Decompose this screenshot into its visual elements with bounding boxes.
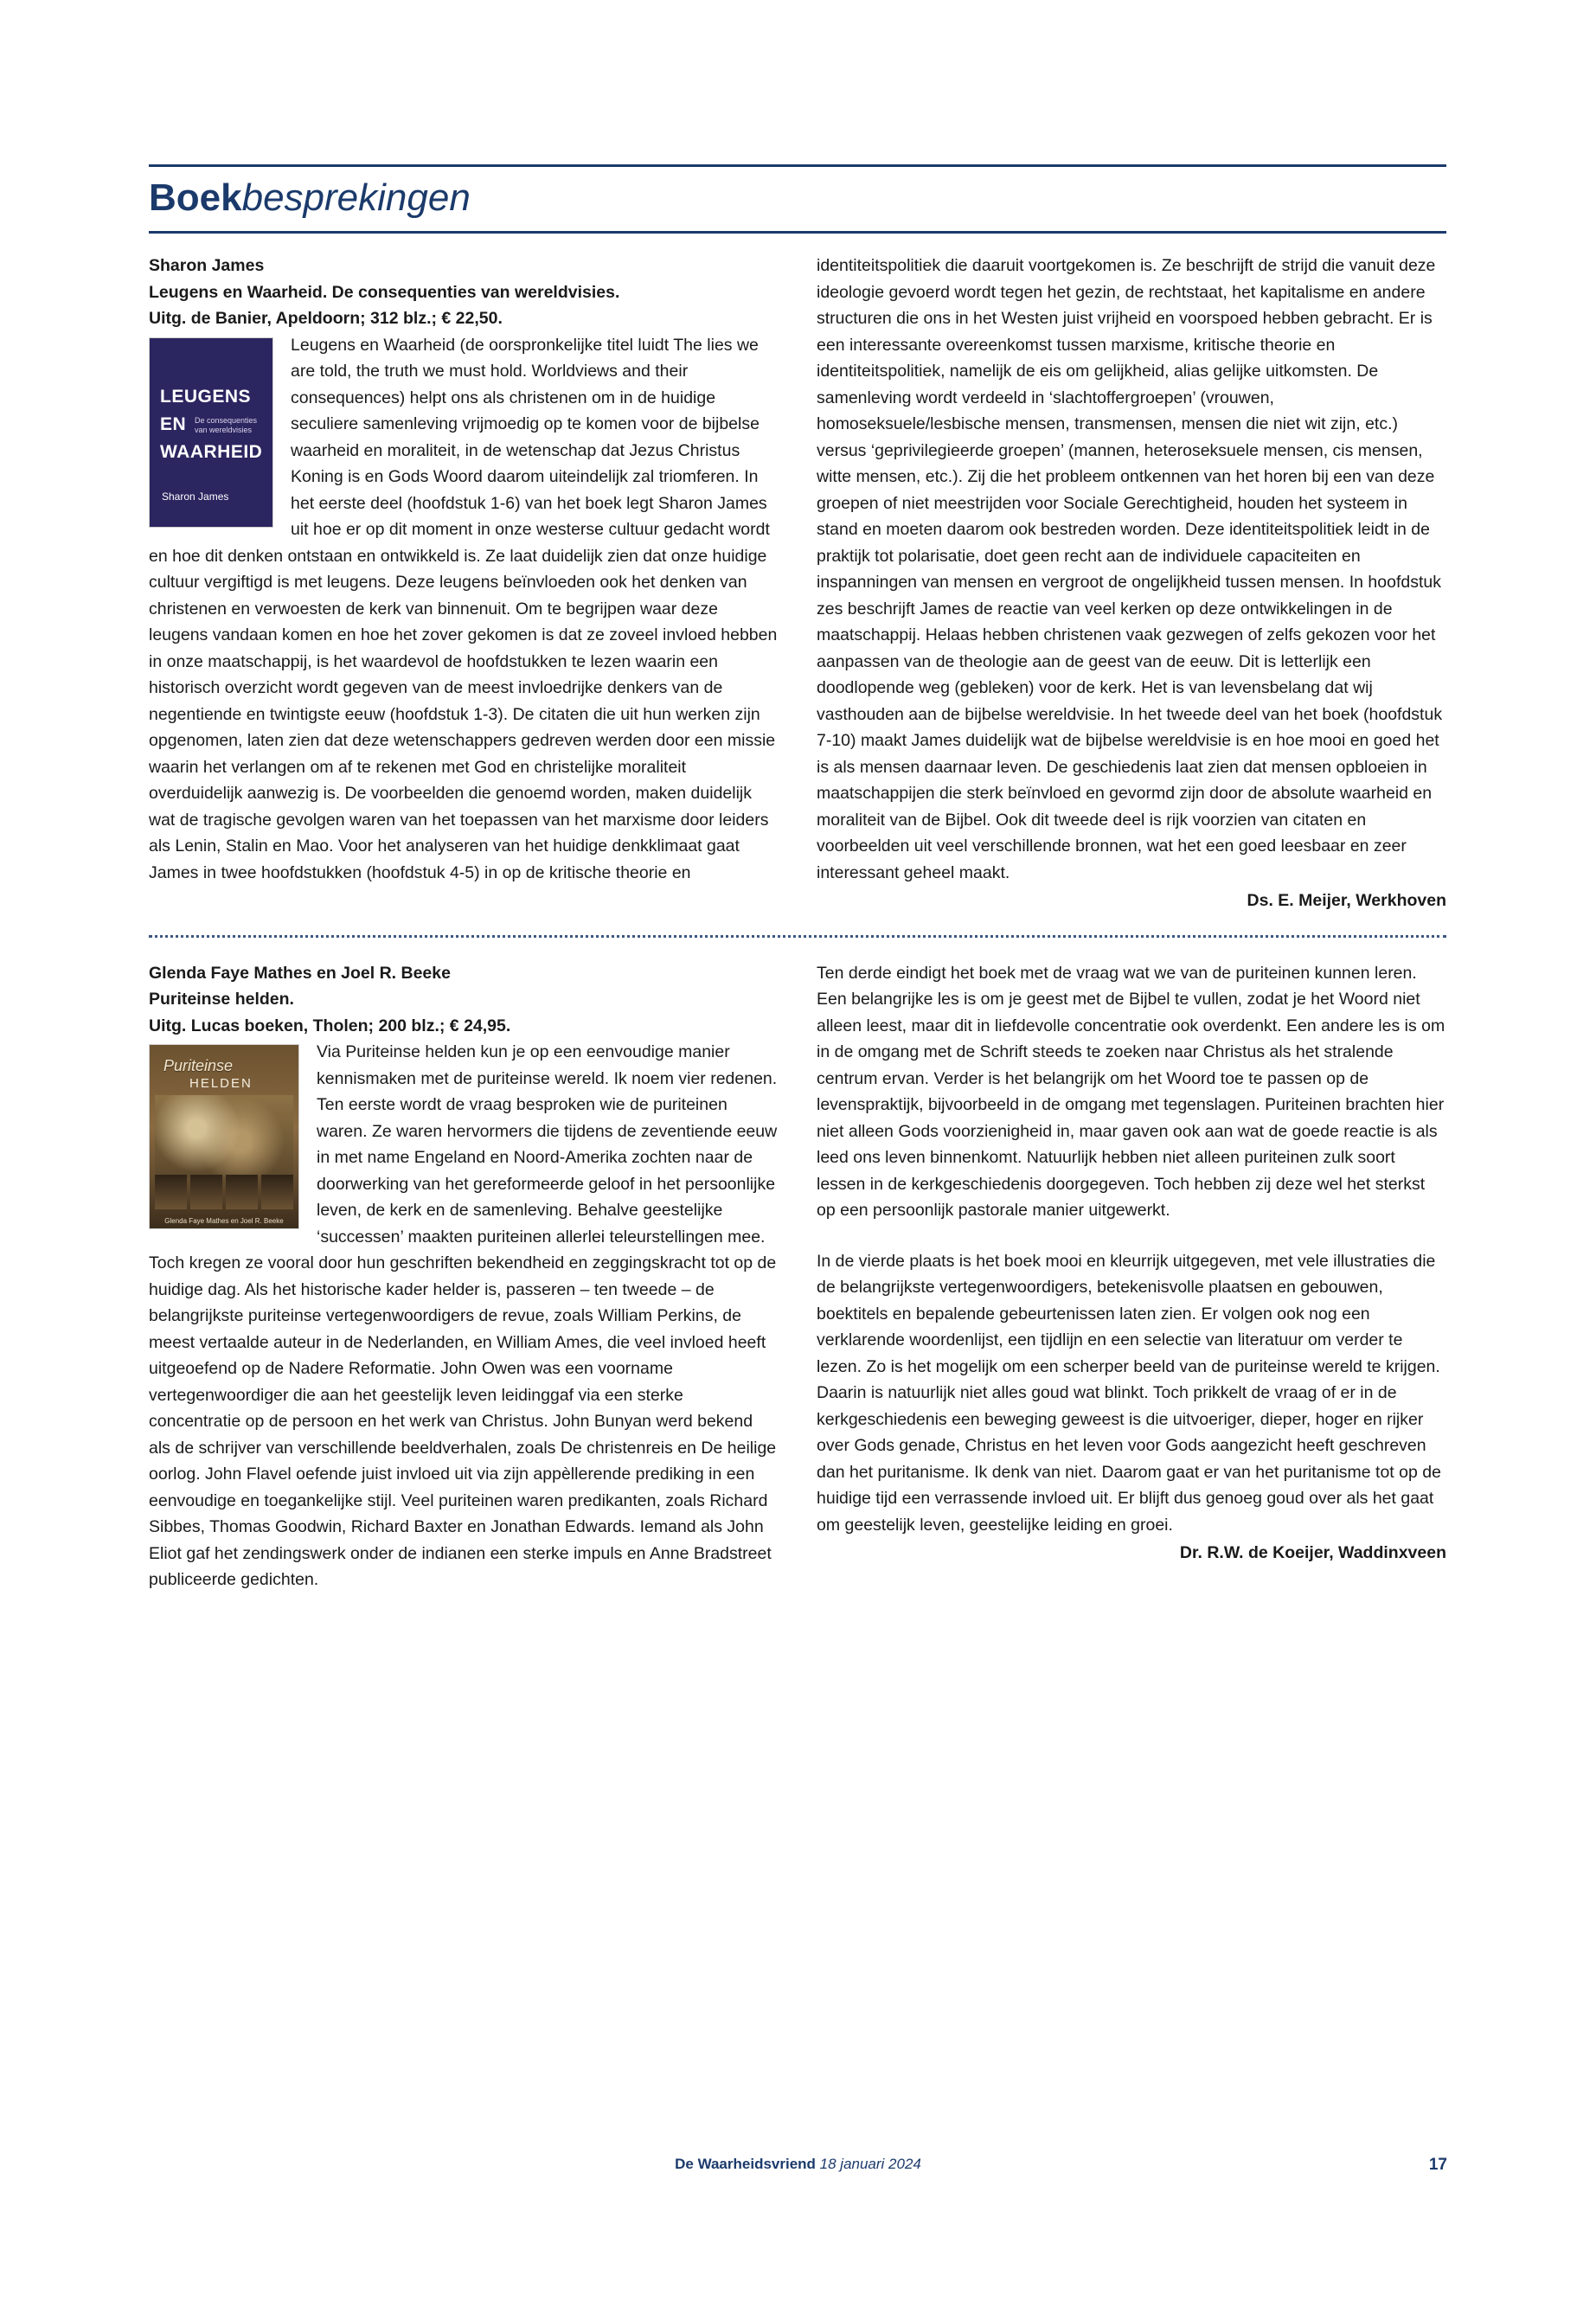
- cover-1-line3: WAARHEID: [160, 441, 263, 462]
- review-1-body-right: identiteitspolitiek die daaruit voortgekomen is. Ze beschrijft de strijd die vanuit deze ideologie gevoerd wordt tegen het gezin, de rechtstaat, het kapitalisme en andere structuren die ons in het Westen juist vrijheid en voorspoed hebben gebracht. Er is een interessante overeenkomst tussen marxisme, kritische theorie en identiteitspolitiek, namelijk de eis om gelijkheid, alias gelijke uitkomsten. De samenleving wordt verdeeld in ‘slachtoffergroepen’ (vrouwen, homoseksuele/lesbische mensen, transmensen, mensen die niet wit zijn, etc.) versus ‘geprivilegieerde groepen’ (mannen, heteroseksuele mensen, cis mensen, witte mensen, etc.). Zij die het probleem ontkennen van het horen bij een van deze groepen of niet meestrijden voor Sociale Gerechtigheid, houden het systeem in stand en moeten daarom ook bestreden worden. Deze identiteitspolitiek leidt in de praktijk tot polarisatie, doet geen recht aan de individuele capaciteiten en inspanningen van mensen en vergroot de ongelijkheid tussen mensen. In hoofdstuk zes beschrijft James de reactie van veel kerken op deze ontwikkelingen in de maatschappij. Helaas hebben christenen vaak gezwegen of zelfs gekozen voor het aanpassen van de theologie aan de geest van de eeuw. Dit is letterlijk een doodlopende weg (gebleken) voor de kerk. Het is van levensbelang dat wij vasthouden aan de bijbelse wereldvisie. In het tweede deel van het boek (hoofdstuk 7-10) maakt James duidelijk wat de bijbelse wereldvisie is en hoe mooi en goed het is als mensen daarnaar leven. De geschiedenis laat zien dat mensen opbloeien in maatschappijen die sterk beïnvloed en gevormd zijn door de absolute waarheid en moraliteit van de Bijbel. Ook dit tweede deel is rijk voorzien van citaten en voorbeelden uit veel verschillende bronnen, wat het een goed leesbaar en zeer interessant geheel maakt.: [817, 256, 1443, 882]
- page-content: [149, 164, 1446, 1593]
- review-2-body-left-wrap: [149, 1039, 779, 1593]
- cover-1-author: Sharon James: [162, 490, 229, 503]
- review-2-right-column: [817, 960, 1446, 1593]
- page-footer: [149, 2156, 1447, 2173]
- footer-date: 18 januari 2024: [819, 2156, 921, 2172]
- page-number: 17: [1428, 2156, 1447, 2174]
- review-1-left-column: [149, 253, 779, 914]
- review-2-author: Glenda Faye Mathes en Joel R. Beeke: [149, 963, 451, 983]
- review-2: [149, 960, 1446, 1593]
- review-2-publisher: Uitg. Lucas boeken, Tholen; 200 blz.; € 24,95.: [149, 1016, 511, 1035]
- cover-2-subtitle: HELDEN: [189, 1076, 253, 1091]
- masthead: [149, 164, 1446, 234]
- review-1-body-left: Leugens en Waarheid (de oorspronkelijke titel luidt The lies we are told, the truth we must hold. Worldviews and their consequences) helpt ons als christenen om in de huidige seculiere samenleving vrijmoedig op te komen voor de bijbelse waarheid en moraliteit, in de wetenschap dat Jezus Christus Koning is en Gods Woord daarom uiteindelijk zal triomferen. In het eerste deel (hoofdstuk 1-6) van het boek legt Sharon James uit hoe er op dit moment in onze westerse cultuur gedacht wordt en hoe dit denken ontstaan en ontwikkeld is. Ze laat duidelijk zien dat onze huidige cultuur vergiftigd is met leugens. Deze leugens beïnvloeden ook het denken van christenen en verwoesten de kerk van binnenuit. Om te begrijpen waar deze leugens vandaan komen en hoe het zover gekomen is dat ze zoveel invloed hebben in onze maatschappij, is het waardevol de hoofdstukken te lezen waarin een historisch overzicht wordt gegeven van de meest invloedrijke denkers van de negentiende en twintigste eeuw (hoofdstuk 1-3). De citaten die uit hun werken zijn opgenomen, laten zien dat deze wetenschappers gedreven werden door een missie waarin het verlangen om af te rekenen met God en christelijke moraliteit overduidelijk aanwezig is. De voorbeelden die genoemd worden, maken duidelijk wat de tragische gevolgen waren van het toepassen van het marxisme door leiders als Lenin, Stalin en Mao. Voor het analyseren van het huidige denkklimaat gaat James in twee hoofdstukken (hoofdstuk 4-5) in op de kritische theorie en: [149, 335, 778, 882]
- cover-2-portrait-strip: [155, 1175, 293, 1209]
- review-1-right-column: [817, 253, 1446, 914]
- review-2-title: Puriteinse helden.: [149, 990, 294, 1009]
- masthead-title-bold: Boek: [149, 176, 242, 219]
- cover-2-title: Puriteinse: [163, 1057, 234, 1074]
- review-2-left-column: [149, 960, 779, 1593]
- review-2-credit: Dr. R.W. de Koeijer, Waddinxveen: [1179, 1543, 1446, 1562]
- review-1-body-left-wrap: [149, 332, 779, 887]
- footer-publication-name: De Waarheidsvriend: [675, 2156, 816, 2172]
- paragraph-spacer: [817, 1224, 1446, 1248]
- book-cover-puriteinse-helden: [149, 1044, 299, 1229]
- review-1: [149, 253, 1446, 914]
- section-divider: [149, 935, 1446, 938]
- review-1-title: Leugens en Waarheid. De consequenties van wereldvisies.: [149, 282, 620, 302]
- page-title: [149, 176, 1446, 219]
- review-1-author: Sharon James: [149, 256, 265, 275]
- review-2-body-right-1: Ten derde eindigt het boek met de vraag wat we van de puriteinen kunnen leren. Een belangrijke les is om je geest met de Bijbel te vullen, zodat je het Woord niet alleen leest, maar dit in liefdevolle concentratie ook overdenkt. Een andere les is om in de omgang met de Schrift steeds te zoeken naar Christus als het stralende centrum ervan. Verder is het belangrijk om het Woord toe te passen op de levenspraktijk, bijvoorbeeld in de omgang met tegenslagen. Puriteinen brachten hier niet alleen Gods voorzienigheid in, maar gaven ook aan wat de goede reactie is als leed ons leven binnenkomt. Natuurlijk hebben niet alleen puriteinen zulk soort lessen in de kerkgeschiedenis doorgegeven. Toch hebben zij deze wel het sterkst op een persoonlijk pastorale manier uitgewerkt.: [817, 963, 1445, 1220]
- cover-1-line1: LEUGENS: [160, 386, 252, 407]
- review-2-body-left: Via Puriteinse helden kun je op een eenvoudige manier kennismaken met de puriteinse wereld. Ik noem vier redenen. Ten eerste wordt de vraag besproken wie de puriteinen waren. Ze waren hervormers die tijdens de zeventiende eeuw in met name Engeland en Noord-Amerika zochten naar de doorwerking van het gereformeerde geloof in het persoonlijke leven, de kerk en de samenleving. Behalve geestelijke ‘successen’ maakten puriteinen allerlei teleurstellingen mee. Toch kregen ze vooral door hun geschriften bekendheid en zeggingskracht tot op de huidige dag. Als het historische kader helder is, passeren – ten tweede – de belangrijkste puriteinse vertegenwoordigers de revue, zoals William Perkins, de meest vertaalde auteur in de Nederlanden, en William Ames, die veel invloed heeft uitgeoefend op de Nadere Reformatie. John Owen was een voorname vertegenwoordiger die aan het geestelijk leven leidinggaf via een sterke concentratie op de persoon en het werk van Christus. John Bunyan werd bekend als de schrijver van verschillende beeldverhalen, zoals De christenreis en De heilige oorlog. John Flavel oefende juist invloed uit via zijn appèllerende prediking in een eenvoudige en toegankelijke stijl. Veel puriteinen waren predikanten, zoals Richard Sibbes, Thomas Goodwin, Richard Baxter en Jonathan Edwards. Iemand als John Eliot gaf het zendingswerk onder de indianen een sterke impuls en Anne Bradstreet publiceerde gedichten.: [149, 1042, 778, 1589]
- review-1-publisher: Uitg. de Banier, Apeldoorn; 312 blz.; € 22,50.: [149, 309, 503, 328]
- cover-2-footer: Glenda Faye Mathes en Joel R. Beeke: [164, 1217, 284, 1225]
- cover-2-illustration: [155, 1095, 293, 1178]
- book-cover-leugens-en-waarheid: [149, 337, 273, 528]
- masthead-title-italic: besprekingen: [241, 176, 471, 219]
- cover-1-line2: EN: [160, 413, 187, 434]
- review-1-credit: Ds. E. Meijer, Werkhoven: [1247, 891, 1446, 910]
- footer-publication: [675, 2156, 921, 2173]
- review-2-body-right-2: In de vierde plaats is het boek mooi en kleurrijk uitgegeven, met vele illustraties die de belangrijkste vertegenwoordigers, betekenisvolle plaatsen en gebouwen, boektitels en bepalende gebeurtenissen laten zien. Er volgen ook nog een verklarende woordenlijst, een tijdlijn en een selectie van literatuur om verder te lezen. Zo is het mogelijk om een scherper beeld van de puriteinse wereld te krijgen. Daarin is natuurlijk niet alles goud wat blinkt. Toch prikkelt de vraag of er in de kerkgeschiedenis een beweging geweest is die uitvoeriger, dieper, hoger en rijker over Gods genade, Christus en het leven voor Gods aangezicht heeft geschreven dan het puritanisme. Ik denk van niet. Daarom gaat er van het puritanisme tot op de huidige tijd een verrassende invloed uit. Er blijft dus genoeg goud over als het gaat om geestelijk leven, geestelijke leiding en groei.: [817, 1251, 1441, 1535]
- cover-1-subtitle: De consequenties van wereldvisies: [195, 415, 258, 434]
